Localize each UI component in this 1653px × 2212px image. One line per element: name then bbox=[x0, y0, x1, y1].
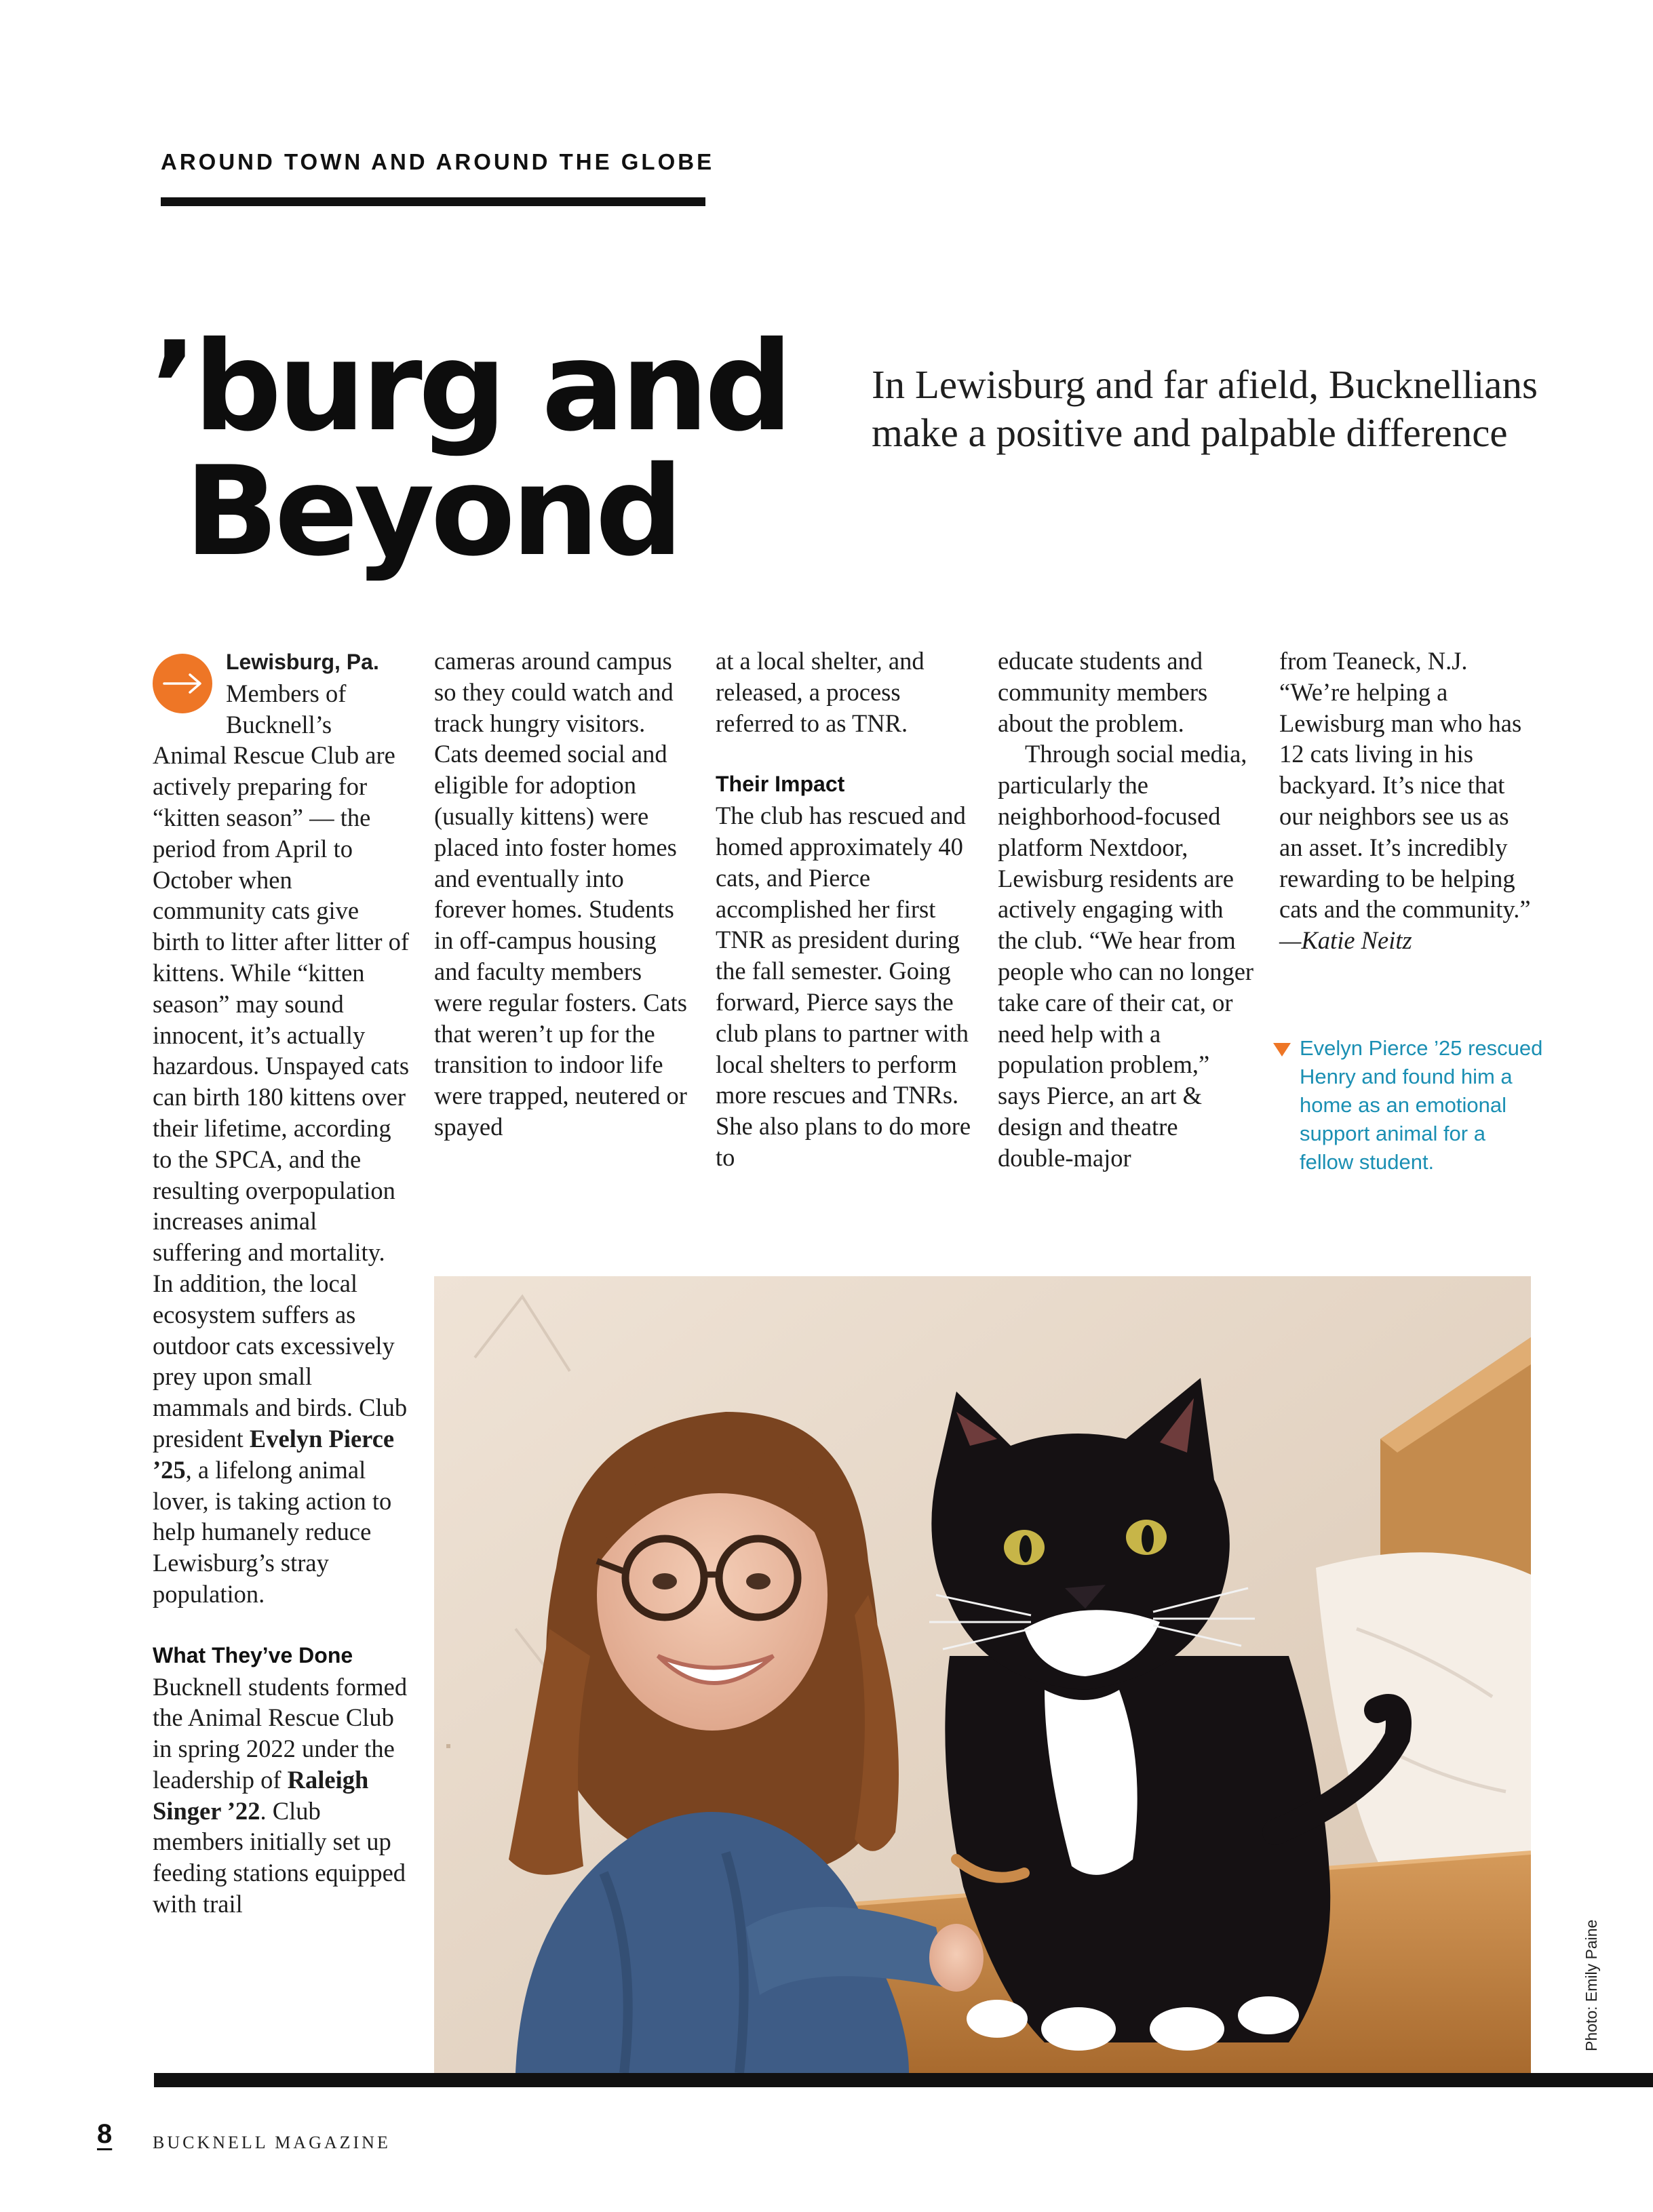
photo-caption bbox=[1273, 1034, 1544, 1177]
article-column-4 bbox=[998, 646, 1256, 1174]
column-2-text: cameras around campus so they could watch and track hungry visitors. Cats deemed social and eligible for adoption (usually kittens) were placed into foster homes and eventually into forever homes. Students in off-campus housing and faculty members were regular fosters. Cats that weren’t up for the transition to indoor life were trapped, neutered or spayed bbox=[434, 647, 687, 1141]
column-5-text: from Teaneck, N.J. “We’re helping a Lewisburg man who has 12 cats living in his backyard. It’s nice that our neighbors see us as an asset. It’s incredibly rewarding to be helping cats and the community.” bbox=[1279, 647, 1531, 924]
headline-line-2: Beyond bbox=[184, 439, 680, 583]
article-column-1 bbox=[153, 646, 410, 1920]
column-3-text: at a local shelter, and released, a process referred to as TNR. bbox=[716, 647, 925, 737]
column-4-text-2: Through social media, particularly the neighborhood-focused platform Nextdoor, Lewisburg residents are actively engaging with the club. “We hear from people who can no longer take care of their cat, or need help with a population problem,” says Pierce, an art & design and theatre double-major bbox=[998, 740, 1254, 1172]
subhead-their-impact: Their Impact bbox=[716, 772, 845, 797]
article-column-5 bbox=[1279, 646, 1537, 956]
paragraph-2-tail: . Club members initially set up feeding stations equipped with trail bbox=[153, 1796, 406, 1918]
article-column-3 bbox=[716, 646, 973, 1173]
paragraph-2-lead: Bucknell students formed the Animal Rescue Club in spring 2022 under the leadership of bbox=[153, 1672, 408, 1794]
feature-photo bbox=[434, 1276, 1531, 2073]
dateline: Lewisburg, Pa. bbox=[226, 650, 379, 674]
person-name-raleigh: Raleigh Singer ’22 bbox=[153, 1765, 369, 1825]
paragraph-1-tail: , a lifelong animal lover, is taking action to help humanely reduce Lewisburg’s stray population. bbox=[153, 1455, 392, 1608]
article-column-2 bbox=[434, 646, 692, 1143]
page-number: 8 bbox=[97, 2119, 113, 2149]
arrow-right-circle-icon bbox=[153, 654, 212, 713]
deck: In Lewisburg and far afield, Bucknellians make a positive and palpable difference bbox=[872, 362, 1538, 455]
photo-credit: Photo: Emily Paine bbox=[1582, 1919, 1600, 2051]
column-4-text: educate students and community members about the problem. bbox=[998, 647, 1208, 737]
magazine-name: BUCKNELL MAGAZINE bbox=[153, 2133, 391, 2152]
paragraph-1-lead: Members of Bucknell’s Animal Rescue Club are actively preparing for “kitten season” — the period from April to October when community cats give birth to litter after litter of kittens. While “kitten season” may sound innocent, it’s actually hazardous. Unspayed cats can birth 180 kittens over their lifetime, according to the SPCA, and the resulting overpopulation increases animal suffering and mortality. In addition, the local ecosystem suffers as outdoor cats excessively prey upon small mammals and birds. Club president bbox=[153, 679, 410, 1453]
section-rule bbox=[161, 197, 705, 206]
person-name-evelyn: Evelyn Pierce ’25 bbox=[153, 1424, 395, 1484]
caption-text: Evelyn Pierce ’25 rescued Henry and found him a home as an emotional support animal for a fellow student. bbox=[1300, 1036, 1543, 1174]
headline bbox=[151, 315, 790, 583]
triangle-down-icon bbox=[1273, 1043, 1291, 1056]
section-label: AROUND TOWN AND AROUND THE GLOBE bbox=[161, 149, 715, 174]
subhead-what-theyve-done: What They’ve Done bbox=[153, 1642, 353, 1667]
column-3-text-2: The club has rescued and homed approximately 40 cats, and Pierce accomplished her first TNR as president during the fall semester. Going forward, Pierce says the club plans to partner with local shelters to perform more rescues and TNRs. She also plans to do more to bbox=[716, 802, 971, 1171]
footer-rule bbox=[154, 2073, 1653, 2087]
headline-line-1: ’burg and bbox=[151, 315, 790, 458]
byline: —Katie Neitz bbox=[1279, 926, 1412, 955]
